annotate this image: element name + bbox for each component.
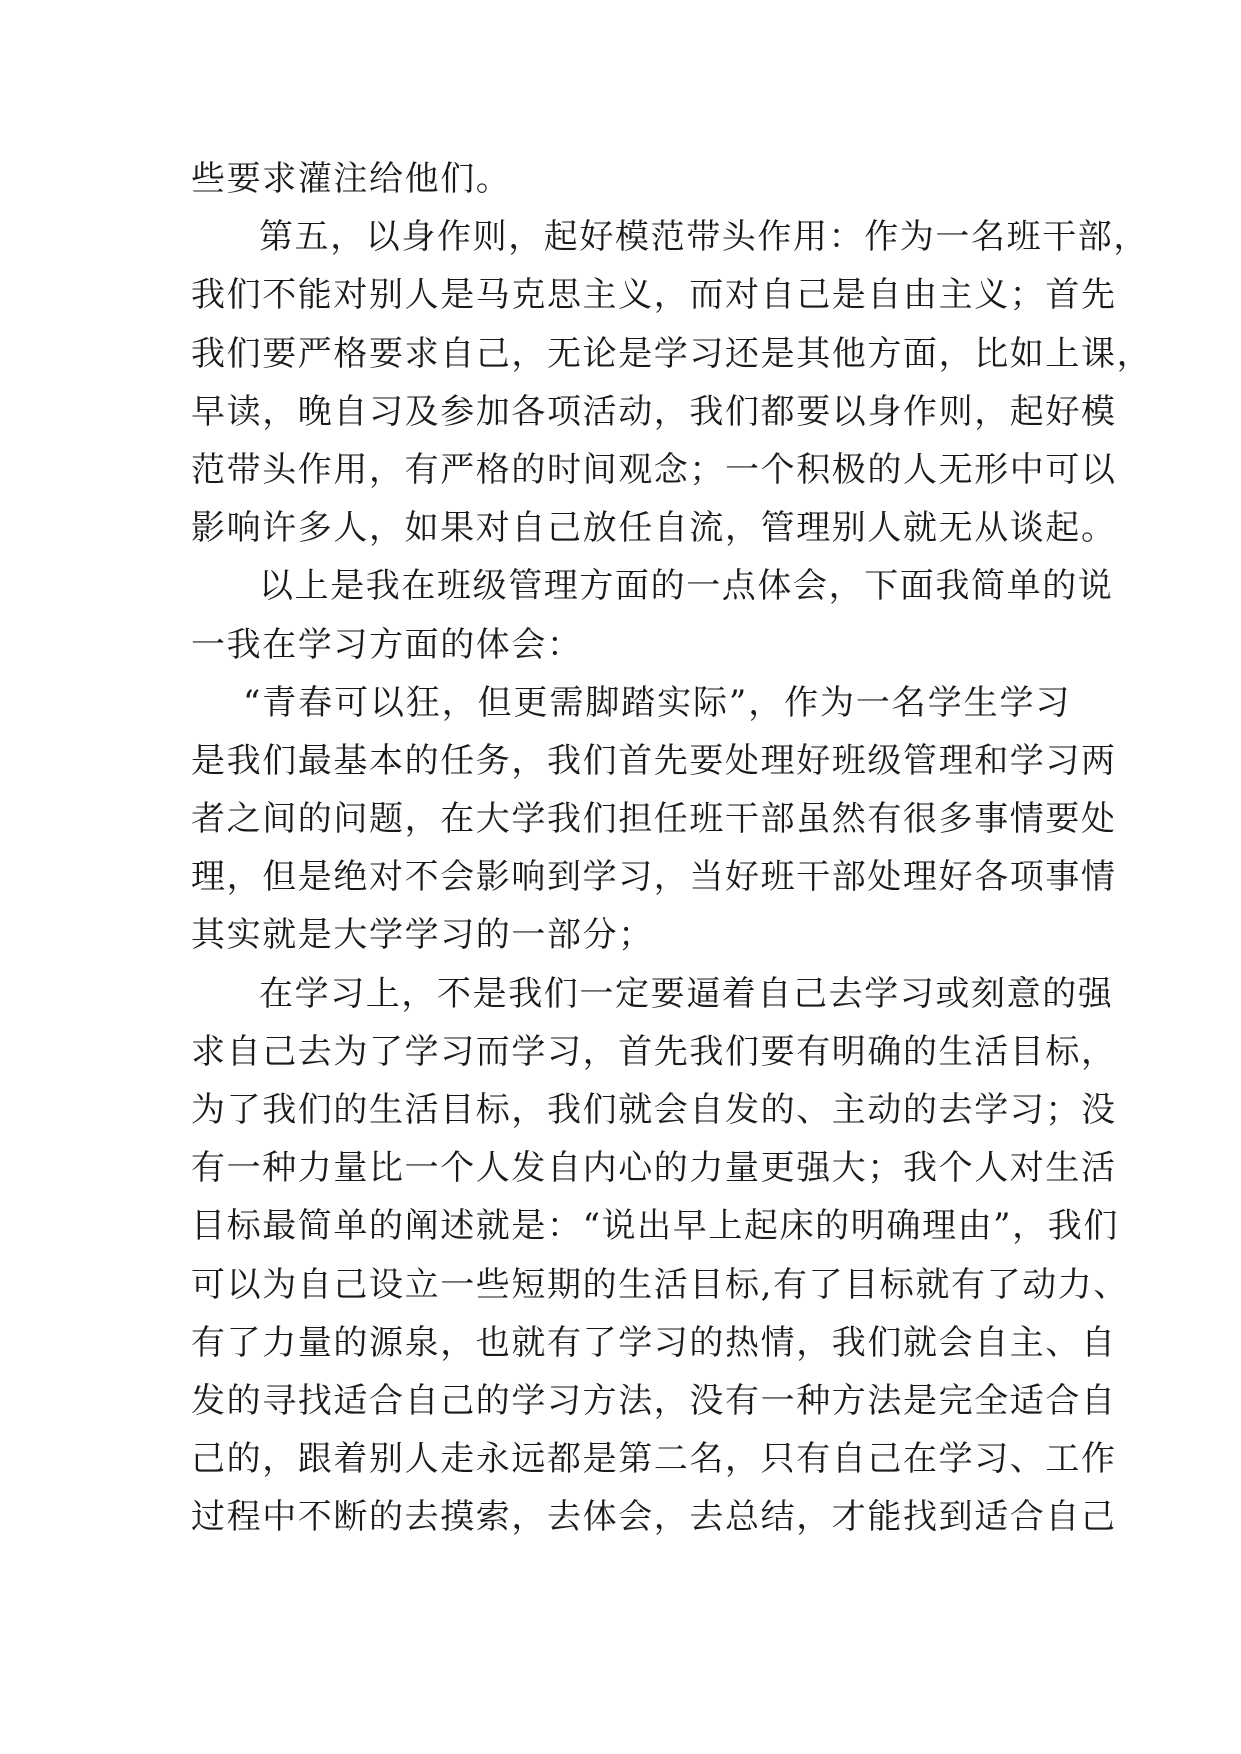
text-line: 理，但是绝对不会影响到学习，当好班干部处理好各项事情 [191, 857, 1117, 898]
text-line: 目标最简单的阐述就是：“说出早上起床的明确理由”，我们 [191, 1206, 1119, 1247]
text-line: 在学习上，不是我们一定要逼着自己去学习或刻意的强 [259, 973, 1114, 1014]
text-line: 我们不能对别人是马克思主义，而对自己是自由主义；首先 [191, 275, 1117, 316]
text-line: 过程中不断的去摸索，去体会，去总结，才能找到适合自己 [191, 1497, 1117, 1538]
text-line: 者之间的问题，在大学我们担任班干部虽然有很多事情要处 [191, 799, 1117, 840]
text-line: 我们要严格要求自己，无论是学习还是其他方面，比如上课， [191, 333, 1153, 374]
text-line: 些要求灌注给他们。 [191, 159, 512, 199]
text-line: 有了力量的源泉，也就有了学习的热情，我们就会自主、自 [191, 1322, 1117, 1363]
text-line: 一我在学习方面的体会： [191, 624, 583, 665]
text-line: 影响许多人，如果对自己放任自流，管理别人就无从谈起。 [191, 508, 1117, 549]
text-line: 早读，晚自习及参加各项活动，我们都要以身作则，起好模 [191, 391, 1117, 432]
text-line: 可以为自己设立一些短期的生活目标,有了目标就有了动力、 [191, 1264, 1130, 1305]
text-line: 有一种力量比一个人发自内心的力量更强大；我个人对生活 [191, 1148, 1117, 1189]
text-line: 求自己去为了学习而学习，首先我们要有明确的生活目标， [191, 1031, 1117, 1072]
text-line: 第五，以身作则，起好模范带头作用：作为一名班干部， [259, 217, 1149, 258]
text-line: 是我们最基本的任务，我们首先要处理好班级管理和学习两 [191, 740, 1117, 781]
text-line: 发的寻找适合自己的学习方法，没有一种方法是完全适合自 [191, 1380, 1117, 1421]
text-line: 为了我们的生活目标，我们就会自发的、主动的去学习；没 [191, 1090, 1117, 1130]
text-line: 以上是我在班级管理方面的一点体会，下面我简单的说 [259, 566, 1114, 607]
text-line: “青春可以狂，但更需脚踏实际”，作为一名学生学习 [243, 682, 1071, 723]
text-line: 范带头作用，有严格的时间观念；一个积极的人无形中可以 [191, 449, 1117, 490]
text-line: 其实就是大学学习的一部分； [191, 915, 654, 956]
document-body [191, 150, 1153, 1547]
text-line: 己的，跟着别人走永远都是第二名，只有自己在学习、工作 [191, 1439, 1117, 1480]
